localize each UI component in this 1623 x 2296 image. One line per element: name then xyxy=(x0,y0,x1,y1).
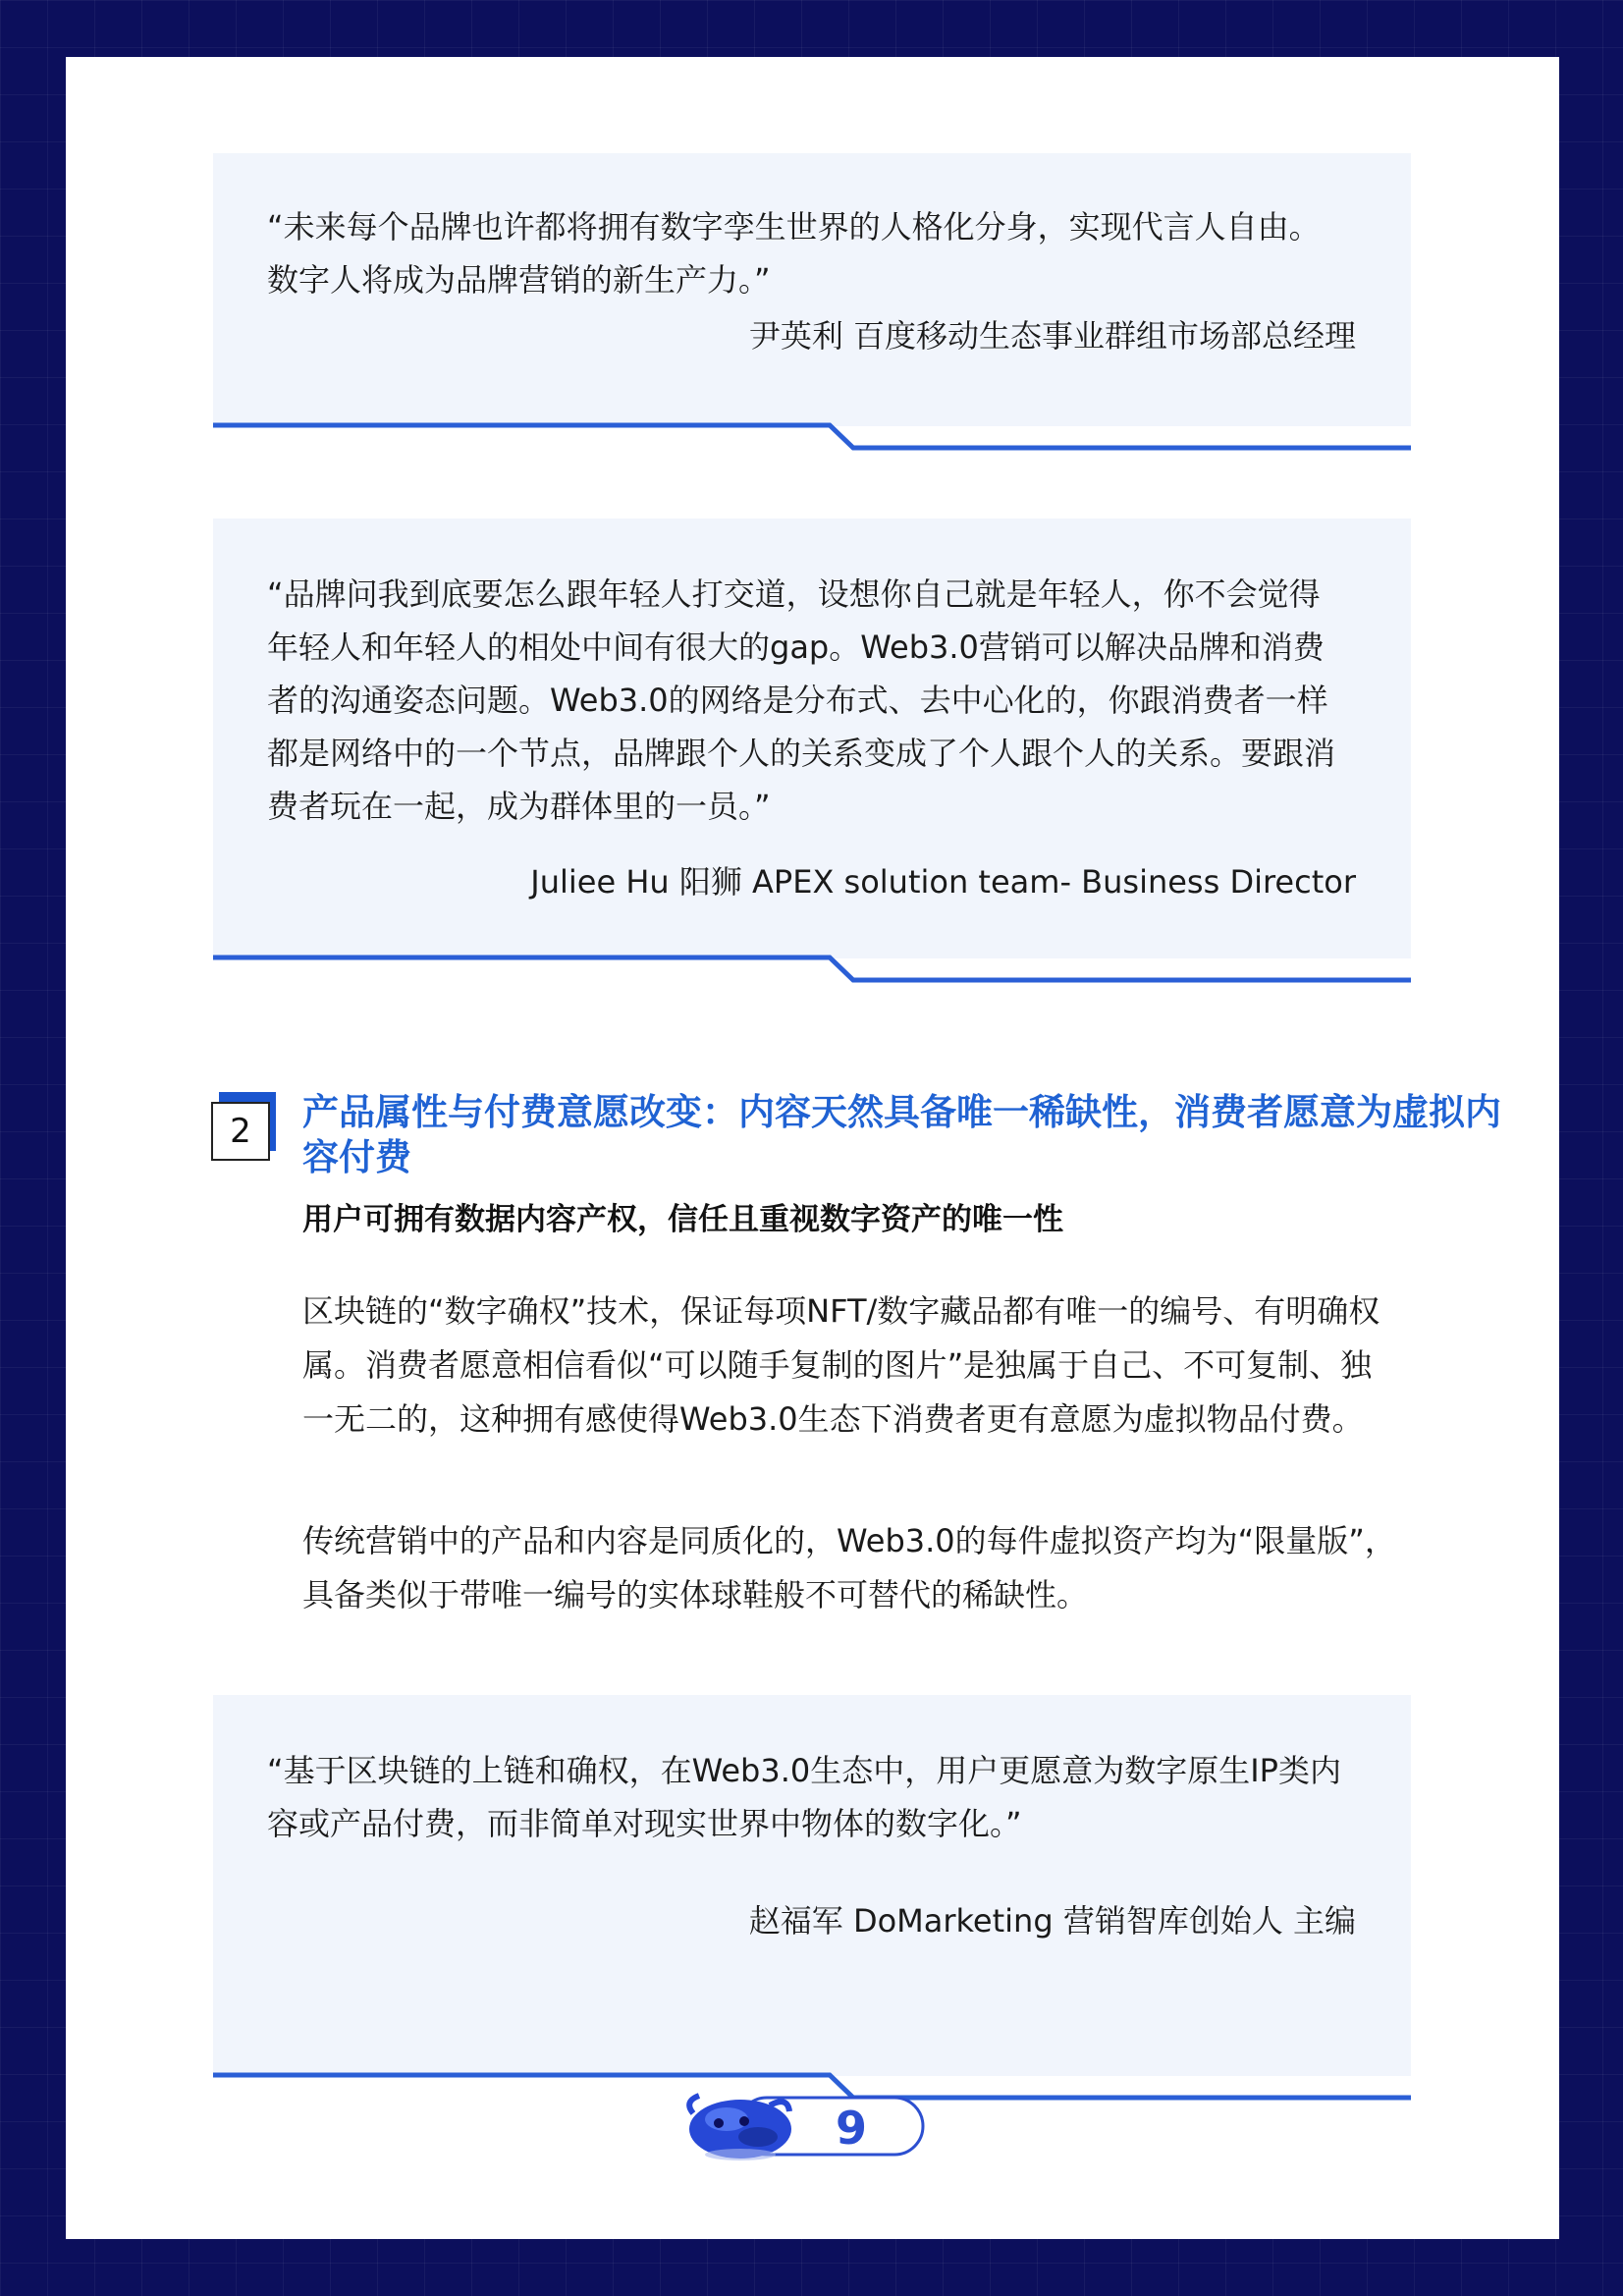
quote-1-divider xyxy=(213,420,1411,454)
quote-box-3 xyxy=(213,1695,1411,2076)
section-paragraph-1: 区块链的“数字确权”技术，保证每项NFT/数字藏品都有唯一的编号、有明确权属。消费者愿意相信看似“可以随手复制的图片”是独属于自己、不可复制、独一无二的，这种拥有感使得Web3.0生态下消费者更有意愿为虚拟物品付费。 xyxy=(302,1292,1380,1438)
quote-3-text: “基于区块链的上链和确权，在Web3.0生态中，用户更愿意为数字原生IP类内容或产品付费，而非简单对现实世界中物体的数字化。” xyxy=(267,1752,1341,1842)
quote-2-divider xyxy=(213,953,1411,986)
quote-box-2 xyxy=(213,519,1411,958)
page-footer xyxy=(679,2084,935,2172)
quote-2-text: “品牌问我到底要怎么跟年轻人打交道，设想你自己就是年轻人，你不会觉得年轻人和年轻人的相处中间有很大的gap。Web3.0营销可以解决品牌和消费者的沟通姿态问题。Web3.0的网络是分布式、去中心化的，你跟消费者一样都是网络中的一个节点，品牌跟个人的关系变成了个人跟个人的关系。要跟消费者玩在一起，成为群体里的一员。” xyxy=(267,575,1336,825)
section-title: 产品属性与付费意愿改变：内容天然具备唯一稀缺性，消费者愿意为虚拟内容付费 xyxy=(302,1091,1501,1178)
quote-1-author: 尹英利 百度移动生态事业群组市场部总经理 xyxy=(748,317,1356,355)
blue-robot-mascot-icon xyxy=(679,2084,935,2172)
page-number: 9 xyxy=(835,2102,867,2155)
section-number: 2 xyxy=(211,1102,270,1161)
quote-1-text: “未来每个品牌也许都将拥有数字孪生世界的人格化分身，实现代言人自由。数字人将成为品牌营销的新生产力。” xyxy=(267,208,1321,299)
section-number-badge xyxy=(211,1096,280,1165)
section-subtitle: 用户可拥有数据内容产权，信任且重视数字资产的唯一性 xyxy=(302,1202,1063,1237)
section-paragraph-2: 传统营销中的产品和内容是同质化的，Web3.0的每件虚拟资产均为“限量版”，具备类似于带唯一编号的实体球鞋般不可替代的稀缺性。 xyxy=(302,1522,1396,1613)
quote-box-1 xyxy=(213,153,1411,426)
document-page xyxy=(66,57,1559,2239)
quote-3-author: 赵福军 DoMarketing 营销智库创始人 主编 xyxy=(748,1902,1356,1940)
quote-2-author: Juliee Hu 阳狮 APEX solution team- Business Director xyxy=(530,863,1356,901)
